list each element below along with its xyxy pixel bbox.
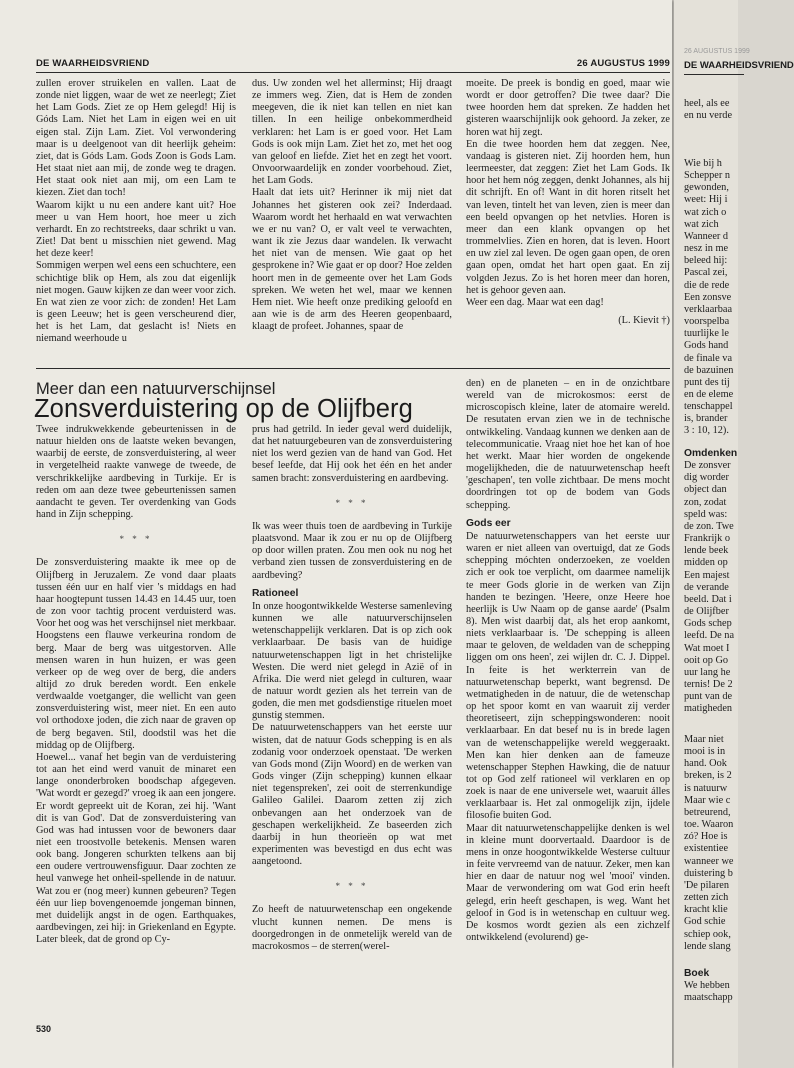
adjacent-text-line: de verande (684, 581, 729, 593)
issue-date: 26 AUGUSTUS 1999 (576, 58, 670, 69)
article-paragraph: den) en de planeten – en in de onzichtbare wereld van de microkosmos: eerst de microscopisch kleine, later de atomaire wereld. De resutaten ervan zien we in de technische ontwikkeling. Vandaag kunnen we denken aan de telecommunicatie. Vraag niet hoe het kan of hoe het werkt. Maar hier worden de ongekende mogelijkheden, die de natuurwetenschap heeft 'geschapen', ten volle zichtbaar. De mens mocht doordringen tot op de bodem van Gods schepping. (466, 378, 670, 511)
adjacent-text-line: lende beek (684, 545, 729, 557)
adjacent-text-line: wanneer we (684, 855, 734, 867)
adjacent-text-line: hand. Ook (684, 758, 727, 770)
article-column-2 (252, 424, 452, 1018)
article-lead: Twee indrukwekkende gebeurtenissen in de natuur hielden ons de laatste weken bevangen, waarbij de eerste, de zonsverduistering, al weer in vergetelheid raakte vanwege de tweede, de verschrikkelijke aardbeving in Turkije. Er is reden om aan deze twee gebeurtenissen samen aandacht te geven. Ter overdenking van Gods hand in Zijn schepping. (36, 424, 236, 521)
adjacent-page-edge (674, 0, 794, 1068)
adjacent-text-line: speld was: (684, 508, 728, 520)
adjacent-issue-date: 26 AUGUSTUS 1999 (684, 48, 750, 55)
adjacent-text-line: 3 : 10, 12). (684, 425, 729, 437)
adjacent-text-line: betreurend, (684, 806, 731, 818)
adjacent-text-line: kracht klie (684, 904, 728, 916)
adjacent-text-line: ternis! De 2 (684, 678, 733, 690)
section-divider-stars: * * * (119, 534, 153, 545)
article-column-1 (36, 424, 236, 1018)
adjacent-text-line: uur lang he (684, 666, 731, 678)
adjacent-text-line: breken, is 2 (684, 770, 732, 782)
article-paragraph: De zonsverduistering maakte ik mee op de Olijfberg in Jeruzalem. Ze vond daar plaats tussen één uur en half vier 's middags en had haar hoogtepunt tussen 14.43 en 14.45 uur, toen de zon voor tachtig procent verduisterd was. Voor het oog was het verschijnsel niet merkbaar. Hoogstens een flauwe verkeurina rondom de berg. Maar de berg was uitgestorven. Alle mensen waren in hun huizen, er was geen verkeer op de weg over de berg, die anders altijd zo druk bereden wordt. Een enkele verdwaalde voetganger, die wellicht van geen zonsverduistering wist, meer niet. En een auto vol orthodoxe joden, die zich naar de graven op de berg begaven. Stil, doodstil was het die middag op de Olijfberg. (36, 557, 236, 751)
adjacent-text-line: beeld. Dat i (684, 593, 732, 605)
adjacent-text-block-b (684, 158, 744, 438)
header-rule (36, 72, 670, 73)
section-heading: Gods eer (466, 517, 511, 529)
adjacent-text-line: tuurlijke le (684, 328, 729, 340)
adjacent-text-line: object dan (684, 484, 727, 496)
adjacent-text-line: zó? Hoe is (684, 831, 728, 843)
adjacent-header-rule (684, 74, 744, 75)
adjacent-text-line: wat zich o (684, 206, 727, 218)
page-header (36, 58, 670, 72)
adjacent-text-line: voorspelba (684, 316, 730, 328)
adjacent-text-line: God schie (684, 916, 726, 928)
adjacent-text-line: Pascal zei, (684, 267, 728, 279)
adjacent-text-line: die de rede (684, 279, 730, 291)
section-divider-stars: * * * (335, 497, 369, 508)
sermon-column-2 (252, 78, 452, 368)
adjacent-text-line: midden op (684, 557, 728, 569)
article-paragraph: Zo heeft de natuurwetenschap een ongekende vlucht kunnen nemen. De mens is doorgedrongen in de onmetelijk wereld van de macrokosmos – de sterren(werel- (252, 904, 452, 952)
sermon-paragraph: moeite. De preek is bondig en goed, maar wie wordt er door getroffen? Die twee daar? Die twee hoorden hem dat spreken. Ze hadden het gisteren waarschijnlijk ook gehoord. Ja zeker, ze horen wat hij zegt. (466, 78, 670, 138)
section-divider-stars: * * * (335, 881, 369, 892)
article-paragraph: Hoewel... vanaf het begin van de verduistering tot aan het eind werd vanuit de minaret een lange ononderbroken boodschap afgegeven. 'Wat wordt er gezegd?' vroeg ik aan een jongere. Er wordt gepreekt uit de Koran, zei hij. 'Want dit is van God'. Dat de zonsverduistering van God was had intussen voor de bewoners daar niet een troostvolle betekenis. Mensen waren ook bang. Jongeren schurkten telkens aan bij een oudere vertrouwensfiguur. Daar zochten ze heul vanwege het onheil-spellende in de natuur. Wat zou er (nog meer) kunnen gebeuren? Tegen één uur liep bovengenoemde jongeman binnen, met duidelijk angst in de ogen. Earthquakes, aardbevingen, zei hij: in Griekenland en Egypte. Later bleek, dat de grond op Cy- (36, 751, 236, 946)
adjacent-text-line: Wanneer d (684, 230, 729, 242)
article-kicker: Meer dan een natuurverschijnsel (36, 380, 276, 398)
adjacent-text-line: de bazuinen (684, 364, 734, 376)
adjacent-text-line: We hebben (684, 980, 730, 992)
adjacent-text-line: de Olijfber (684, 606, 729, 618)
sermon-column-3 (466, 78, 670, 368)
adjacent-text-line: weet: Hij i (684, 194, 728, 206)
adjacent-text-line: verklaarbaa (684, 303, 733, 315)
adjacent-text-line: zetten zich (684, 892, 729, 904)
adjacent-text-block-a (684, 98, 744, 122)
article-column-3 (466, 378, 670, 1018)
adjacent-text-line: toe. Waaron (684, 819, 734, 831)
adjacent-text-line: tenschappel (684, 401, 733, 413)
adjacent-text-line: de zon. Twe (684, 520, 734, 532)
adjacent-text-line: wat zich (684, 218, 719, 230)
adjacent-text-line: leefd. De na (684, 630, 735, 642)
sermon-paragraph: zullen erover struikelen en vallen. Laat de zonde niet liggen, waar de wet ze neerlegt; Ziet het Lam Gods. Ziet ze op Hem gelegd! Hij is Góds Lam. Niet het Lam in eigen wei en uit eigen stal. Zijn Lam. Ziet. Vol verwondering maar is u deelgenoot van dit heerlijk geheim: ziet, dat is Góds Lam. Gods Zoon is Gods Lam. Het staat niet aan mij, de zonde weg te dragen. Het staat ook niet aan mij, om een Lam te kiezen. Ziet dan toch! (36, 78, 236, 199)
article-paragraph: De natuurwetenschappers van het eerste uur waren er niet alleen van overtuigd, dat ze Gods schepping móchten onderzoeken, ze voelden zich er ook toe verplicht, om daarmee namelijk te meer Gods glorie in de werken van Zijn handen te bezingen. 'Heere, onze Heere hoe heerlijk is Uw Naam op de ganse aarde' (Psalm 8). Men wist daarbij dat, als het erop aankomt, niets verklaarbaar is. 'De schepping is alleen maar te geloven, de weldaden van de schepping liggen om ons heen', zei wijlen dr. C. J. Dippel. In feite is het werkterrein van de natuurwetenschap beperkt, want begrensd. De wetmatigheden in de natuur, die de wetenschap op het spoor komt en van waaruit zij verder theoretiseert, zijn scheppingswonderen: nooit verklaarbaar. En dat besef nu is in brede lagen van de wetenschappelijke wereld weggeraakt. Men kan hier denken aan de fameuze wetenschapper Stephen Hawking, die de natuur tot op God zelf rationeel wil verklaren en op zoek is naar de ene universele wet, waaruit álles verklaarbaar is. Het zal onmogelijk zijn, ijdele filosofie buiten God. (466, 530, 670, 822)
adjacent-text-line: existentiee (684, 843, 729, 855)
article-paragraph: Ik was weer thuis toen de aardbeving in Turkije plaatsvond. Maar ik zou er nu op de Olijfberg op door willen praten. Zou men ook nu nog het verband zien tussen de zonsverduistering en de aardbeving? (252, 520, 452, 581)
adjacent-text-line: maatschapp (684, 992, 733, 1004)
adjacent-text-line: zon, zodat (684, 496, 727, 508)
adjacent-heading: Omdenken (684, 448, 738, 459)
author-signature: (L. Kievit †) (618, 314, 670, 326)
adjacent-text-line: Schepper n (684, 170, 731, 182)
sermon-paragraph: Sommigen werpen wel eens een schuchtere, een schichtige blik op Hem, als zou dat eigenlijk niet mogen. Gauw kijken ze dan weer voor zich. En wat zien ze voor zich: de zonden! Het Lam is geen Leeuw; het is geen verscheurend dier, het is het Lam, dat geslacht is! Niets en niemand weerhoude u (36, 260, 236, 345)
article-paragraph: De natuurwetenschappers van het eerste uur wisten, dat de natuur Gods schepping is en als zodanig voor onderzoek openstaat. 'De werken van Gods mond (Zijn Woord) en de werken van Gods vinger (Zijn schepping) kunnen elkaar niet tegenspreken', zei ooit de sterrenkundige Galileo Galilei. Daarom zetten zij zich onbevangen aan het onderzoek van de geschapen werkelijkheid. Ze baseerden zich daarbij in hun theorieën op wat met experimenten was bevestigd en dus echt was aangetoond. (252, 722, 452, 868)
adjacent-text-line: Wat moet I (684, 642, 730, 654)
adjacent-text-line: is, brander (684, 413, 728, 425)
adjacent-text-line: Maar niet (684, 734, 724, 745)
sermon-paragraph: dus. Uw zonden wel het allerminst; Hij draagt ze immers weg. Zien, dat is Hem de zonden meegeven, die ik niet kan tellen en niet kan tillen. In een heilige onbekommerdheid verklaren: het Lam is er goed voor. Het Lam Gods is ook mijn Lam. Ziet het zo, met het oog van geloof en liefde. Ziet het en zegt het voort. Onvoorwaardelijk en zonder voorbehoud. Ziet, het Lam Gods. (252, 78, 452, 187)
sermon-paragraph: Weer een dag. Maar wat een dag! (466, 296, 604, 308)
adjacent-text-line: duistering b (684, 867, 733, 879)
adjacent-text-line: nesz in me (684, 243, 729, 255)
adjacent-heading: Boek (684, 968, 710, 979)
adjacent-text-line: 'De pilaren (684, 879, 730, 891)
adjacent-text-line: mooi is in (684, 746, 726, 758)
adjacent-text-line: schiep ook, (684, 928, 731, 940)
adjacent-text-block-d (684, 734, 744, 953)
section-rule (36, 368, 670, 369)
adjacent-text-line: en de eleme (684, 388, 734, 400)
adjacent-text-line: heel, als ee (684, 98, 730, 109)
sermon-paragraph: Haalt dat iets uit? Herinner ik mij niet dat Johannes het gisteren ook zei? Inderdaad. Waarom wordt het herhaald en wat verwachten we er nu van? O, er valt veel te verwachten, want ik zie Jezus daar wandelen. Ik verwacht het niet van de mensen. Wie gaat op het gesprokene in? Wie gaat er op door? Hoe zelden hoort men in de gemeente over het Lam Gods spreken. We weten het wel, maar we kennen Hem niet. Wie heeft onze prediking geloofd en aan wie is de arm des Heeren geopenbaard, klaagt de profeet. Johannes, spaar de (252, 187, 452, 333)
sermon-column-1 (36, 78, 236, 368)
section-heading: Rationeel (252, 587, 299, 599)
adjacent-page-header: DE WAARHEIDSVRIEND (684, 60, 794, 71)
adjacent-text-line: Frankrijk o (684, 533, 731, 545)
adjacent-text-line: Gods schep (684, 618, 732, 630)
sermon-paragraph: En die twee hoorden hem dat zeggen. Nee, vandaag is gisteren niet. Zij hoorden hem, hun leermeester, dat zeggen: Ziet het Lam Gods. Ik hoor het hem nóg zeggen, denkt Johannes, als hij dit schrijft. En of! Want in dit horen ritselt het van leven, tintelt het van leven, zien is meer dan een beeld opvangen op het netvlies. Horen is meer dan een klank opvangen op het trommelvlies. Zien en horen, dat is leven. Hoort en uw ziel zal leven. De ogen gaan open, de oren gaan open, omdat het hart open gaat. En zij volgden Jezus. Zo is het horen meer dan horen, het is gehoor geven aan. (466, 138, 670, 296)
adjacent-text-line: De zonsver (684, 460, 731, 472)
adjacent-text-line: ooit op Go (684, 654, 729, 666)
adjacent-text-line: matigheden (684, 703, 733, 715)
adjacent-text-line: is natuurw (684, 782, 728, 794)
adjacent-text-line: punt des tij (684, 376, 730, 388)
adjacent-text-line: Een zonsve (684, 291, 732, 303)
adjacent-text-line: Wie bij h (684, 158, 722, 169)
sermon-paragraph: Waarom kijkt u nu een andere kant uit? Hoe meer u van Hem hoort, hoe meer u zich verhardt. En zo rechtstreeks, daar schrikt u van. Ziet! Dat bent u misschien niet gewend. Mag het deze keer! (36, 199, 236, 260)
adjacent-text-line: Een majest (684, 569, 730, 581)
publication-name: DE WAARHEIDSVRIEND (36, 58, 150, 69)
adjacent-text-line: de finale va (684, 352, 733, 364)
adjacent-text-line: beleed hij: (684, 255, 728, 267)
adjacent-text-line: Maar wie c (684, 794, 731, 806)
page-number: 530 (36, 1024, 52, 1034)
article-paragraph: Maar dit natuurwetenschappelijke denken is wel in kleine munt doorvertaald. Daardoor is de mens in onze hoogontwikkelde Westerse cultuur in feite vervreemd van de natuur. Zeker, men kan hier en daar de natuur nog wel 'mooi' vinden. Maar de verwondering om wat God erin heeft gelegd, erin heeft geschapen, is weg. Want het geloof in God is in wetenschap en cultuur weg. De kosmos wordt gezien als een zichzelf ontwikkelend (evolurend) ge- (466, 822, 670, 944)
adjacent-text-block-c (684, 448, 744, 715)
adjacent-text-line: punt van de (684, 691, 733, 703)
adjacent-text-line: dig worder (684, 472, 729, 484)
article-paragraph: In onze hoogontwikkelde Westerse samenleving kunnen we alle natuurverschijnselen wetenschappelijk verklaren. Dat is op zich ook verklaarbaar. De basis van de huidige natuurwetenschappen ligt in het christelijke Westen. Die werd niet gelegd in Azië of in Afrika. Die werd niet gelegd in culturen, waar de natuur wordt gezien als het terrein van de goden, die men met godsdienstige rituelen moet gunstig stemmen. (252, 600, 452, 722)
adjacent-text-line: gewonden, (684, 182, 729, 194)
adjacent-text-line: Gods hand (684, 340, 729, 352)
adjacent-text-block-e (684, 968, 744, 1004)
article-paragraph: prus had getrild. In ieder geval werd duidelijk, dat het natuurgebeuren van de zonsverduistering niet los werd gezien van de hand van God. Het besef leefde, dat Hij ook het één en het ander samen bracht: zonsverduistering en aardbeving. (252, 424, 452, 484)
adjacent-text-line: lende slang (684, 940, 731, 952)
article-title: Zonsverduistering op de Olijfberg (34, 395, 413, 423)
adjacent-text-line: en nu verde (684, 110, 733, 122)
